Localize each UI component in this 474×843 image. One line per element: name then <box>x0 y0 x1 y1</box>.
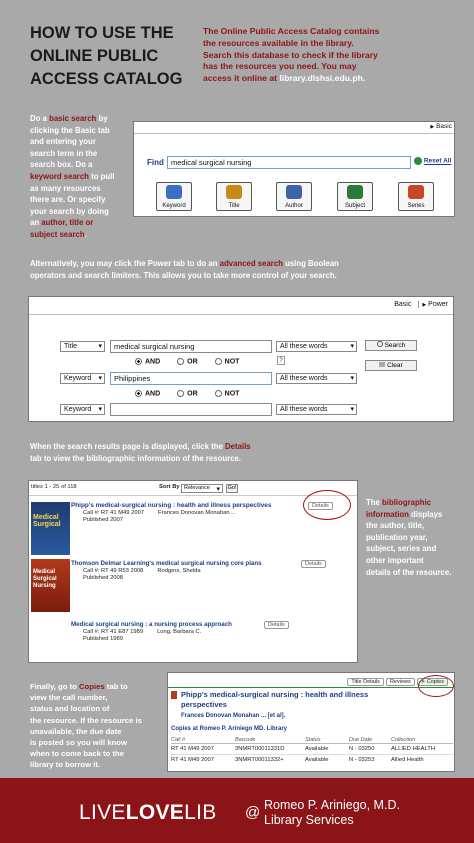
mode-select-2[interactable]: All these words ▾ <box>276 373 357 384</box>
copies-location: Copies at Romeo P. Ariniego MD. Library <box>171 726 288 732</box>
copies-author: Frances Donovan Monahan ... [et al]. <box>181 713 286 719</box>
sort-select[interactable]: Relevance ▾ <box>181 484 223 493</box>
tab-reviews[interactable]: Reviews <box>386 678 415 686</box>
details-button-3[interactable]: Details <box>264 621 289 629</box>
subject-icon <box>347 185 363 199</box>
reset-icon <box>414 157 422 165</box>
bool-ops-2 <box>135 390 239 397</box>
copies-table: Call # Barcode Status Due Date Collection RT 41 M49 2007 3NMRT00011331D Available N - 03250 ALLIED HEALTH RT 41 M49 2007 3NMRT00011332+ Available N - 03253 Allied Health <box>171 737 453 765</box>
copies-panel <box>167 672 455 772</box>
bib-text: The bibliographic information displays the author, title, publication year, subject, series and other important details of the resource. <box>366 498 452 577</box>
keyword-button[interactable]: Keyword <box>156 182 192 211</box>
table-row: RT 41 M49 2007 3NMRT00011331D Available N - 03250 ALLIED HEALTH <box>171 744 453 755</box>
mode-select-3[interactable]: All these words ▾ <box>276 404 357 415</box>
copies-title: Phipp's medical-surgical nursing : health and illness perspectives <box>181 690 369 709</box>
results-panel <box>28 480 358 663</box>
keyword-icon <box>166 185 182 199</box>
book-cover-1[interactable]: Medical Surgical <box>31 502 70 555</box>
result-title-2[interactable]: Thomson Delmar Learning's medical surgical nursing core plans <box>71 560 262 567</box>
author-icon <box>286 185 302 199</box>
result-title-1[interactable]: Phipp's medical-surgical nursing : health and illness perspectives <box>71 502 272 509</box>
advanced-search-text: Alternatively, you may click the Power tab to do an advanced search using Boolean operators and search limiters. This allows you to take more control of your search. <box>30 259 339 280</box>
help-icon[interactable]: ? <box>277 356 285 365</box>
results-range: titles 1 - 25 of 118 <box>31 484 77 490</box>
power-input-2[interactable]: Philippines <box>110 372 272 385</box>
power-input-1[interactable]: medical surgical nursing <box>110 340 272 353</box>
series-button[interactable]: Series <box>398 182 434 211</box>
power-search-panel <box>28 296 454 422</box>
op-not-1[interactable]: NOT <box>215 358 240 365</box>
find-label: Find <box>147 158 164 167</box>
copies-text: Finally, go to Copies tab to view the call number, status and location of the resource. If the resource is unavailable, the due date is posted so you will know when to come back to the library to borrow it. <box>30 682 142 770</box>
tab-title-details[interactable]: Title Details <box>347 678 384 686</box>
result-item-3: Medical surgical nursing : a nursing process approach Call #: RT 41 E87 1989 Long, Barbara C. Published 1989 <box>71 621 353 642</box>
clear-button[interactable]: Clear <box>365 360 417 371</box>
book-icon <box>171 691 177 699</box>
field-select-1[interactable]: Title ▾ <box>60 341 105 352</box>
op-or-1[interactable]: OR <box>177 358 198 365</box>
result-item-1: Phipp's medical-surgical nursing : health and illness perspectives Call #: RT 41 M49 2007 Frances Donovan Monahan ... Published 2007 <box>71 502 353 523</box>
result-item-2: Thomson Delmar Learning's medical surgical nursing core plans Call #: RT 49 R53 2008 Rodgers, Shelda Published 2008 <box>71 560 353 581</box>
copies-highlight <box>418 675 454 697</box>
table-row: RT 41 M49 2007 3NMRT00011332+ Available N - 03253 Allied Health <box>171 757 424 763</box>
brand-logo: LIVELOVELIB <box>79 801 217 824</box>
basic-search-text: Do a basic search by clicking the Basic tab and entering your search term in the search box. Do a keyword search to pull as many resources there are. Or specify your search by doing an author, title or subject search. <box>30 114 115 239</box>
details-button-2[interactable]: Details <box>301 560 326 568</box>
eraser-icon <box>379 362 385 367</box>
details-button-1[interactable]: Details <box>308 502 333 510</box>
page-title: HOW TO USE THE ONLINE PUBLIC ACCESS CATALOG <box>30 24 183 88</box>
title-button[interactable]: Title <box>216 182 252 211</box>
footer-credit: Romeo P. Ariniego, M.D. Library Services <box>264 798 400 827</box>
chevron-right-icon: ▶ <box>422 302 427 308</box>
go-button[interactable]: Go! <box>227 485 237 491</box>
results-text: When the search results page is displayed, click the Details tab to view the bibliographic information of the resource. <box>30 442 251 463</box>
book-cover-2[interactable]: Medical Surgical Nursing <box>31 559 70 612</box>
op-and-2[interactable]: AND <box>135 390 160 397</box>
bool-ops-1 <box>135 358 239 365</box>
tab-copies[interactable]: ➤ Copies <box>417 678 448 686</box>
tab-basic[interactable]: Basic <box>394 301 412 308</box>
author-button[interactable]: Author <box>276 182 312 211</box>
reset-all-link[interactable]: Reset All <box>414 157 451 165</box>
basic-tab[interactable]: ▶ Basic <box>430 123 452 130</box>
op-and-1[interactable]: AND <box>135 358 160 365</box>
op-or-2[interactable]: OR <box>177 390 198 397</box>
search-icon <box>377 341 383 347</box>
search-button[interactable]: Search <box>365 340 417 351</box>
footer <box>0 778 474 843</box>
arrow-icon: ➤ <box>420 679 426 685</box>
field-select-3[interactable]: Keyword ▾ <box>60 404 105 415</box>
intro-text: The Online Public Access Catalog contains the resources available in the library. Search this database to check if the library has the resources you need. You may access it online at library.dlshsi.edu.ph. <box>203 26 380 84</box>
subject-button[interactable]: Subject <box>337 182 373 211</box>
title-icon <box>226 185 242 199</box>
result-title-3[interactable]: Medical surgical nursing : a nursing process approach <box>71 621 232 628</box>
basic-search-panel <box>133 121 455 217</box>
library-url[interactable]: library.dlshsi.edu.ph. <box>279 73 366 84</box>
mode-select-1[interactable]: All these words ▾ <box>276 341 357 352</box>
power-input-3[interactable] <box>110 403 272 416</box>
tab-power[interactable]: ▶ Power <box>418 301 451 308</box>
field-select-2[interactable]: Keyword ▾ <box>60 373 105 384</box>
footer-at: @ <box>245 804 261 821</box>
op-not-2[interactable]: NOT <box>215 390 240 397</box>
sort-by: Sort By <box>159 484 180 490</box>
highlight-circle <box>303 490 351 520</box>
series-icon <box>408 185 424 199</box>
basic-search-input[interactable]: medical surgical nursing <box>167 156 411 169</box>
